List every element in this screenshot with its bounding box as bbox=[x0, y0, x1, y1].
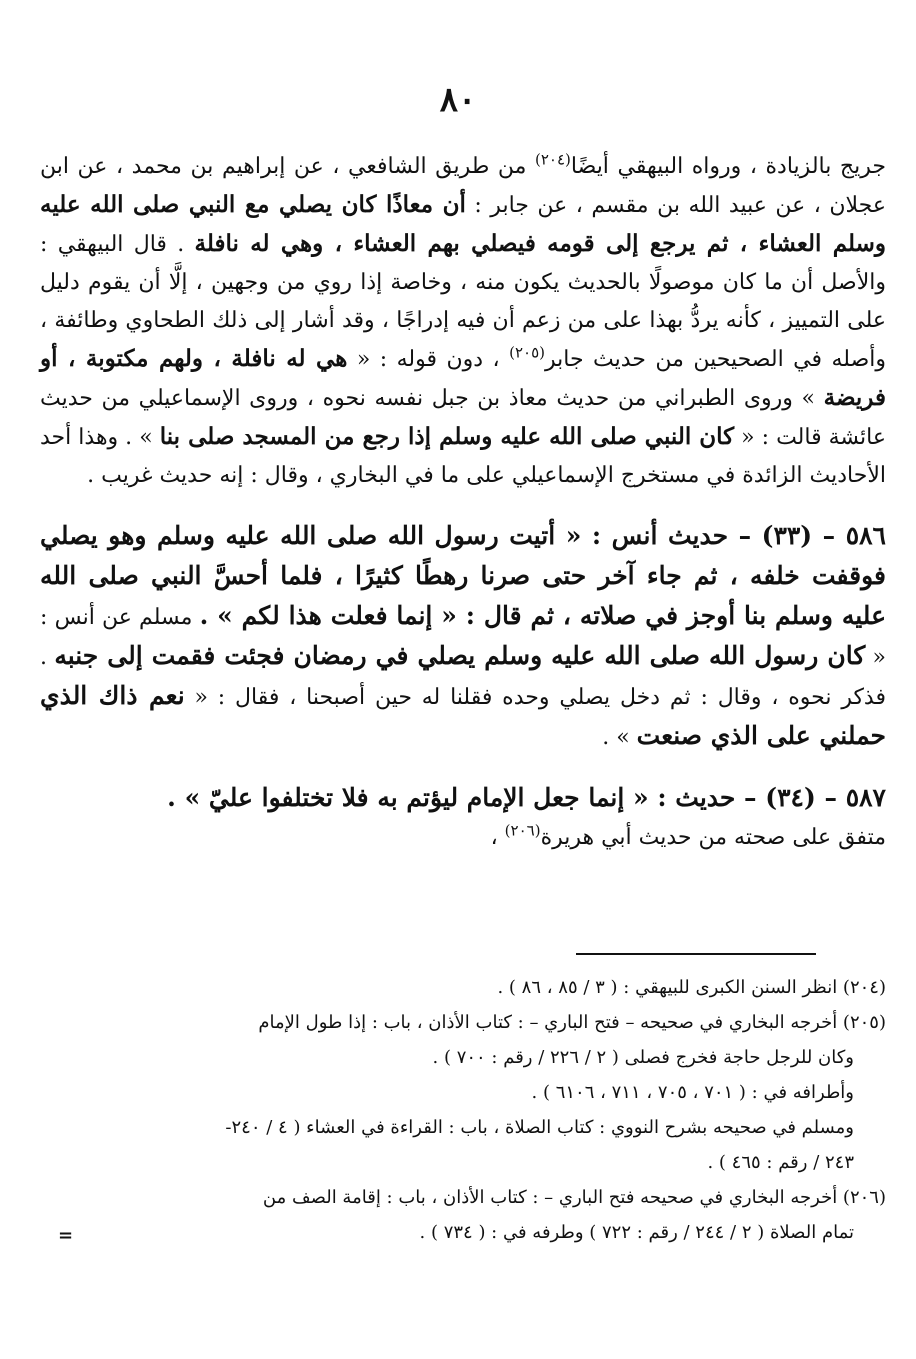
continuation-mark: = bbox=[58, 1225, 74, 1246]
text-run: متفق على صحته من حديث أبي هريرة bbox=[540, 825, 886, 850]
text-run: جريج بالزيادة ، ورواه البيهقي أيضًا bbox=[570, 154, 886, 179]
footnote-ref-204: (٢٠٤) bbox=[535, 150, 571, 169]
hadith-heading: ٥٨٦ – (٣٣) – حديث أنس : « أتيت رسول الله صلى الله عليه وسلم وهو يصلي فوقفت خلفه ، ثم جاء آخر حتى صرنا رهطًا كثيرًا ، فلما أحسَّ النبي صلى الله عليه وسلم بنا أوجز في صلاته ، ثم قال : « إنما فعلت هذا لكم » . bbox=[40, 521, 886, 630]
main-text bbox=[40, 148, 886, 857]
footnote-205-line: وكان للرجل حاجة فخرج فصلى ( ٢ / ٢٢٦ / رقم : ٧٠٠ ) . bbox=[432, 1047, 854, 1068]
text-run: » . وهذا أحد الأحاديث الزائدة في مستخرج الإسماعيلي على ما في البخاري ، وقال : إنه حديث غريب . bbox=[40, 425, 886, 488]
text-run: . قال البيهقي : والأصل أن ما كان موصولًا بالحديث يكون منه ، وخاصة إذا روي من وجهين ، إلَّا أن يقوم دليل على التمييز ، كأنه يردُّ بهذا على من زعم أن فيه إدراجًا ، وقد أشار إلى ذلك الطحاوي وطائفة ، وأصله في الصحيحين من حديث جابر bbox=[40, 232, 886, 372]
footnote-206: (٢٠٦) أخرجه البخاري في صحيحه فتح الباري – : كتاب الأذان ، باب : إقامة الصف من bbox=[262, 1187, 886, 1208]
page-number: ٨٠ bbox=[439, 80, 477, 120]
hadith-text: كان رسول الله صلى الله عليه وسلم يصلي في رمضان فجئت فقمت إلى جنبه bbox=[54, 641, 866, 670]
text-run: من طريق الشافعي ، عن إبراهيم بن محمد ، عن ابن عجلان ، عن عبيد الله بن مقسم ، عن جابر : bbox=[40, 154, 886, 218]
paragraph-1 bbox=[40, 148, 886, 495]
footnote-205-line: ٢٤٣ / رقم : ٤٦٥ ) . bbox=[707, 1152, 854, 1173]
footnote-205-line: ومسلم في صحيحه بشرح النووي : كتاب الصلاة ، باب : القراءة في العشاء ( ٤ / ٢٤٠- bbox=[225, 1117, 854, 1138]
hadith-text: كان النبي صلى الله عليه وسلم إذا رجع من المسجد صلى بنا bbox=[159, 423, 735, 450]
text-run: » وروى الطبراني من حديث معاذ بن جبل نفسه نحوه ، وروى الإسماعيلي من حديث عائشة قالت : « bbox=[40, 386, 886, 450]
text-run: » . bbox=[602, 725, 637, 750]
footnote-206-line: تمام الصلاة ( ٢ / ٢٤٤ / رقم : ٧٢٢ ) وطرفه في : ( ٧٣٤ ) . bbox=[419, 1222, 854, 1243]
text-run: ، دون قوله : « bbox=[347, 347, 510, 372]
footnote-205-line: وأطرافه في : ( ٧٠١ ، ٧٠٥ ، ٧١١ ، ٦١٠٦ ) . bbox=[531, 1082, 854, 1103]
paragraph-587 bbox=[40, 779, 886, 857]
footnotes bbox=[40, 970, 886, 1250]
footnote-204: (٢٠٤) انظر السنن الكبرى للبيهقي : ( ٣ / ٨٥ ، ٨٦ ) . bbox=[497, 977, 886, 998]
paragraph-586 bbox=[40, 517, 886, 757]
footnote-ref-206: (٢٠٦) bbox=[504, 821, 541, 840]
text-run: . فذكر نحوه ، وقال : ثم دخل يصلي وحده فقلنا له حين أصبحنا ، فقال : « bbox=[40, 645, 886, 710]
text-run: مسلم عن أنس : « bbox=[40, 605, 887, 670]
hadith-heading: ٥٨٧ – (٣٤) – حديث : « إنما جعل الإمام ليؤتم به فلا تختلفوا عليّ » . bbox=[167, 783, 886, 812]
footnote-205: (٢٠٥) أخرجه البخاري في صحيحه – فتح الباري – : كتاب الأذان ، باب : إذا طول الإمام bbox=[258, 1012, 886, 1033]
footnote-ref-205: (٢٠٥) bbox=[509, 343, 545, 362]
hadith-text: هي له نافلة ، ولهم مكتوبة ، أو فريضة bbox=[40, 345, 886, 411]
hadith-text: أن معاذًا كان يصلي مع النبي صلى الله عليه وسلم العشاء ، ثم يرجع إلى قومه فيصلي بهم العشاء ، وهي له نافلة bbox=[40, 191, 886, 257]
text-run: ، bbox=[490, 825, 505, 850]
footnote-separator bbox=[576, 953, 816, 955]
hadith-text: نعم ذاك الذي حملني على الذي صنعت bbox=[40, 681, 886, 750]
